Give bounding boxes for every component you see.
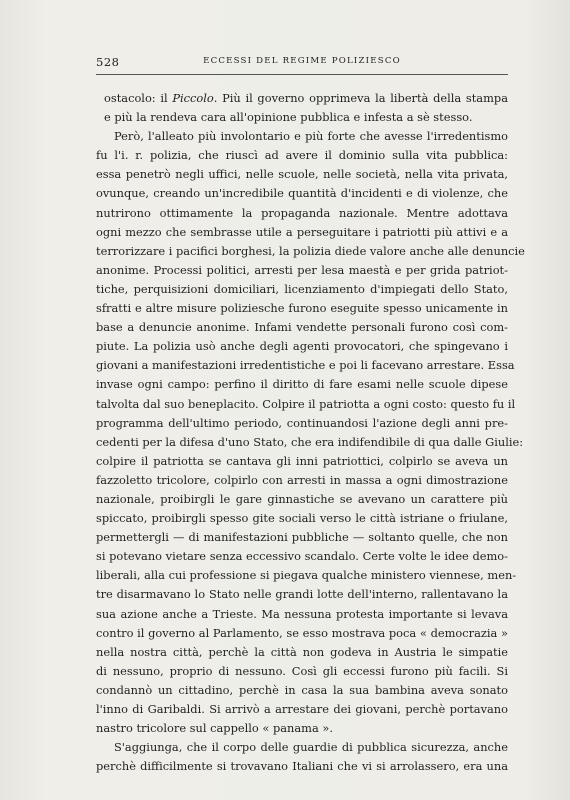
text-line: S'aggiunga, che il corpo delle guardie di pubblica sicurezza, anche bbox=[114, 740, 508, 755]
text-line: sua azione anche a Trieste. Ma nessuna protesta importante si levava bbox=[96, 606, 508, 621]
page-header bbox=[96, 55, 508, 69]
text-line: liberali, alla cui professione si piegava qualche ministero viennese, men- bbox=[96, 568, 517, 583]
text-line: di nessuno, proprio di nessuno. Così gli eccessi furono più facili. Si bbox=[96, 663, 508, 678]
text-line: si potevano vietare senza eccessivo scandalo. Certe volte le idee demo- bbox=[96, 549, 508, 564]
text-line: spiccato, proibirgli spesso gite sociali verso le città istriane o friulane, bbox=[96, 511, 508, 526]
text-line: anonime. Processi politici, arresti per lesa maestà e per grida patriot- bbox=[96, 262, 508, 277]
body-text bbox=[96, 89, 525, 776]
text-line: nella nostra città, perchè la città non godeva in Austria le simpatie bbox=[96, 644, 508, 659]
text-line: ogni mezzo che sembrasse utile a perseguitare i patriotti più attivi e a bbox=[96, 224, 508, 239]
text-line: ostacolo: il Piccolo. Più il governo opprimeva la libertà della stampa bbox=[104, 91, 508, 105]
running-title: ECCESSI DEL REGIME POLIZIESCO bbox=[203, 56, 401, 66]
text-line: tre disarmavano lo Stato nelle grandi lotte dell'interno, rallentavano la bbox=[96, 587, 508, 602]
text-line: essa penetrò negli uffici, nelle scuole, nelle società, nella vita privata, bbox=[96, 167, 508, 182]
text-line: colpire il patriotta se cantava gli inni patriottici, colpirlo se aveva un bbox=[96, 453, 508, 468]
page-number: 528 bbox=[96, 55, 120, 69]
text-line: terrorizzare i pacifici borghesi, la polizia diede valore anche alle denuncie bbox=[96, 243, 525, 258]
text-line: perchè difficilmente si trovavano Italiani che vi si arrolassero, era una bbox=[96, 759, 508, 774]
text-line: Però, l'alleato più involontario e più forte che avesse l'irredentismo bbox=[114, 129, 508, 144]
text-line: base a denuncie anonime. Infami vendette personali furono così com- bbox=[96, 320, 508, 335]
text-line: fu l'i. r. polizia, che riuscì ad avere il dominio sulla vita pubblica: bbox=[96, 148, 508, 163]
text-line: nazionale, proibirgli le gare ginnastiche se avevano un carattere più bbox=[96, 491, 508, 506]
text-line: ovunque, creando un'incredibile quantità d'incidenti e di violenze, che bbox=[96, 186, 508, 201]
text-line: sfratti e altre misure poliziesche furono eseguite spesso unicamente in bbox=[96, 301, 508, 316]
text-line: nastro tricolore sul cappello « panama ». bbox=[96, 721, 333, 736]
text-line: talvolta dal suo beneplacito. Colpire il patriotta a ogni costo: questo fu il bbox=[96, 396, 516, 411]
text-line: permettergli — di manifestazioni pubbliche — soltanto quelle, che non bbox=[96, 530, 508, 545]
text-line: l'inno di Garibaldi. Si arrivò a arrestare dei giovani, perchè portavano bbox=[96, 702, 508, 716]
text-line: nutrirono ottimamente la propaganda nazionale. Mentre adottava bbox=[96, 205, 508, 220]
text-line: giovani a manifestazioni irredentistiche e poi li facevano arrestare. Essa bbox=[96, 358, 515, 373]
italic-title: Piccolo bbox=[172, 91, 214, 105]
header-rule bbox=[96, 74, 508, 75]
text-line: e più la rendeva cara all'opinione pubblica e infesta a sè stesso. bbox=[104, 110, 473, 125]
text-line: piute. La polizia usò anche degli agenti provocatori, che spingevano i bbox=[96, 339, 508, 354]
text-line: contro il governo al Parlamento, se esso mostrava poca « democrazia » bbox=[96, 625, 508, 640]
text-line: programma dell'ultimo periodo, continuandosi l'azione degli anni pre- bbox=[96, 415, 508, 430]
text-line: fazzoletto tricolore, colpirlo con arresti in massa a ogni dimostrazione bbox=[96, 472, 508, 487]
text-line: tiche, perquisizioni domiciliari, licenziamento d'impiegati dello Stato, bbox=[96, 281, 508, 296]
text-line: cedenti per la difesa d'uno Stato, che era indifendibile di qua dalle Giulie: bbox=[96, 434, 524, 449]
text-line: invase ogni campo: perfino il diritto di fare esami nelle scuole dipese bbox=[96, 377, 508, 392]
text-line: condannò un cittadino, perchè in casa la sua bambina aveva sonato bbox=[96, 682, 508, 697]
